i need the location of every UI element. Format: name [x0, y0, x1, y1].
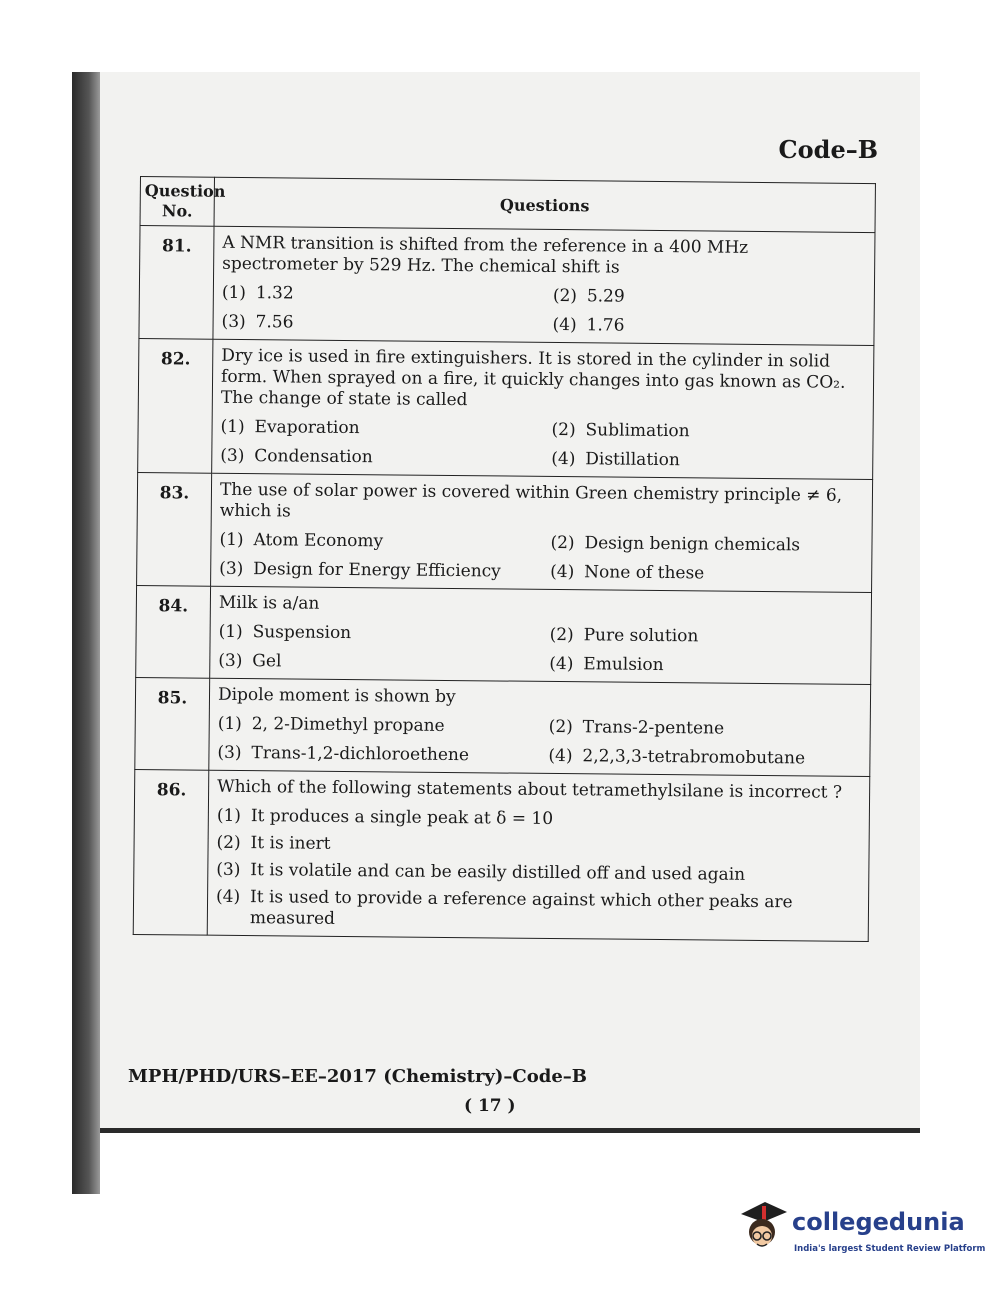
- option: [217, 806, 861, 833]
- option-text: Trans-2-pentene: [582, 717, 725, 739]
- question-stem: Dipole moment is shown by: [217, 684, 456, 708]
- option-number: (2): [548, 716, 573, 738]
- option: [219, 559, 532, 583]
- option-number: (2): [216, 832, 241, 853]
- option-text: Design for Energy Efficiency: [253, 559, 501, 582]
- option-text: Sublimation: [585, 420, 690, 442]
- question-table: [133, 176, 876, 942]
- option-text: Atom Economy: [253, 530, 384, 552]
- option-text: Distillation: [585, 449, 680, 471]
- option-list: [220, 417, 864, 473]
- option: [221, 312, 534, 336]
- footer-paper-code: MPH/PHD/URS–EE–2017 (Chemistry)–Code–B: [128, 1066, 587, 1087]
- option-number: (1): [218, 621, 243, 643]
- option-number: (4): [549, 653, 574, 675]
- option-number: (4): [548, 745, 573, 767]
- brand-name: collegedunia: [792, 1208, 965, 1236]
- option-list: [219, 530, 863, 586]
- scan-edge: [100, 1128, 920, 1133]
- option-text: It is used to provide a reference against which other peaks are measured: [249, 887, 793, 929]
- col-question-no: Question No.: [140, 177, 214, 227]
- option-text: Trans-1,2-dichloroethene: [251, 743, 470, 766]
- option: [219, 530, 532, 554]
- option: [218, 651, 531, 675]
- page-number: ( 17 ): [464, 1096, 516, 1116]
- scan-shadow: [72, 72, 100, 1194]
- option: [216, 860, 860, 887]
- option-text: It is volatile and can be easily distilled off and used again: [250, 860, 746, 885]
- option-text: 1.32: [255, 283, 294, 304]
- option: [220, 446, 533, 470]
- option: [549, 654, 862, 678]
- table-header-row: [140, 177, 875, 233]
- question-number: 85.: [135, 677, 210, 770]
- option-list: [216, 806, 861, 935]
- question-number: 83.: [137, 472, 212, 586]
- option-list: [221, 283, 865, 339]
- table-row: [133, 769, 870, 941]
- table-row: [135, 677, 871, 776]
- table-row: [136, 585, 872, 684]
- option-number: (3): [217, 742, 242, 764]
- option-text: It is inert: [250, 833, 331, 854]
- option: [551, 449, 864, 473]
- question-cell: [212, 339, 874, 479]
- option: [550, 533, 863, 557]
- question-cell: [211, 473, 873, 592]
- option-list: [217, 714, 861, 770]
- option: [216, 833, 860, 860]
- option-number: (3): [219, 558, 244, 580]
- option: [219, 622, 532, 646]
- option-number: (2): [549, 624, 574, 646]
- option-number: (3): [221, 311, 246, 333]
- option: [549, 717, 862, 741]
- option-number: (3): [216, 859, 241, 880]
- option: [220, 417, 533, 441]
- question-number: 84.: [136, 585, 211, 678]
- question-stem: Which of the following statements about tetramethylsilane is incorrect ?: [217, 776, 843, 803]
- option-number: (4): [551, 448, 576, 470]
- question-number: 86.: [133, 769, 209, 935]
- option-text: None of these: [584, 562, 705, 584]
- option: [222, 283, 535, 307]
- option-text: Emulsion: [583, 654, 664, 676]
- option-number: (1): [220, 416, 245, 438]
- question-stem: Milk is a/an: [218, 592, 320, 614]
- option: [553, 286, 866, 310]
- option-text: Evaporation: [254, 417, 360, 439]
- option-number: (4): [552, 314, 577, 336]
- option-text: 7.56: [255, 312, 294, 333]
- option: [218, 714, 531, 738]
- option-text: 2, 2-Dimethyl propane: [251, 714, 445, 736]
- option: [548, 746, 861, 770]
- option-number: (3): [218, 650, 243, 672]
- option-text: Suspension: [252, 622, 352, 644]
- table-row: [137, 472, 873, 592]
- option-list: [218, 622, 862, 678]
- option-number: (2): [552, 285, 578, 307]
- option-text: 2,2,3,3-tetrabromobutane: [582, 746, 806, 769]
- question-stem: Dry ice is used in fire extinguishers. It is stored in the cylinder in solid form. When sprayed on a fire, it quickly changes into gas known as CO₂. The change of state is called: [220, 345, 846, 411]
- option: [216, 887, 860, 935]
- question-number: 81.: [139, 226, 214, 340]
- col-questions: Questions: [214, 177, 875, 232]
- option-number: (4): [215, 886, 241, 907]
- option-text: 1.76: [586, 315, 625, 336]
- option-number: (2): [550, 532, 575, 554]
- option-text: 5.29: [586, 286, 625, 307]
- question-cell: [207, 770, 870, 941]
- brand-tagline: India's largest Student Review Platform: [794, 1244, 986, 1254]
- option-text: Pure solution: [583, 625, 699, 647]
- question-cell: [213, 226, 875, 345]
- question-number: 82.: [138, 338, 213, 473]
- option: [217, 743, 530, 767]
- option-number: (2): [551, 419, 576, 441]
- option-number: (1): [217, 713, 242, 735]
- option-number: (1): [219, 529, 244, 551]
- mascot-icon: [738, 1200, 788, 1256]
- option: [552, 315, 865, 339]
- question-stem: The use of solar power is covered within Green chemistry principle ≠ 6, which is: [219, 479, 843, 522]
- table-row: [138, 338, 874, 479]
- question-cell: [209, 678, 871, 776]
- option: [550, 562, 863, 586]
- brand-logo[interactable]: [738, 1198, 986, 1268]
- option: [550, 625, 863, 649]
- question-stem: A NMR transition is shifted from the reference in a 400 MHz spectrometer by 529 Hz. The chemical shift is: [222, 232, 749, 278]
- question-cell: [210, 586, 872, 684]
- table-row: [139, 226, 875, 346]
- option-number: (4): [550, 561, 575, 583]
- option-text: Design benign chemicals: [584, 533, 801, 556]
- option-number: (3): [220, 445, 245, 467]
- option-text: Condensation: [254, 446, 373, 468]
- option-text: Gel: [252, 651, 282, 672]
- option: [551, 420, 864, 444]
- option-text: It produces a single peak at δ = 10: [250, 806, 554, 829]
- option-number: (1): [221, 282, 247, 304]
- option-number: (1): [216, 805, 242, 826]
- paper-code: Code–B: [778, 135, 878, 164]
